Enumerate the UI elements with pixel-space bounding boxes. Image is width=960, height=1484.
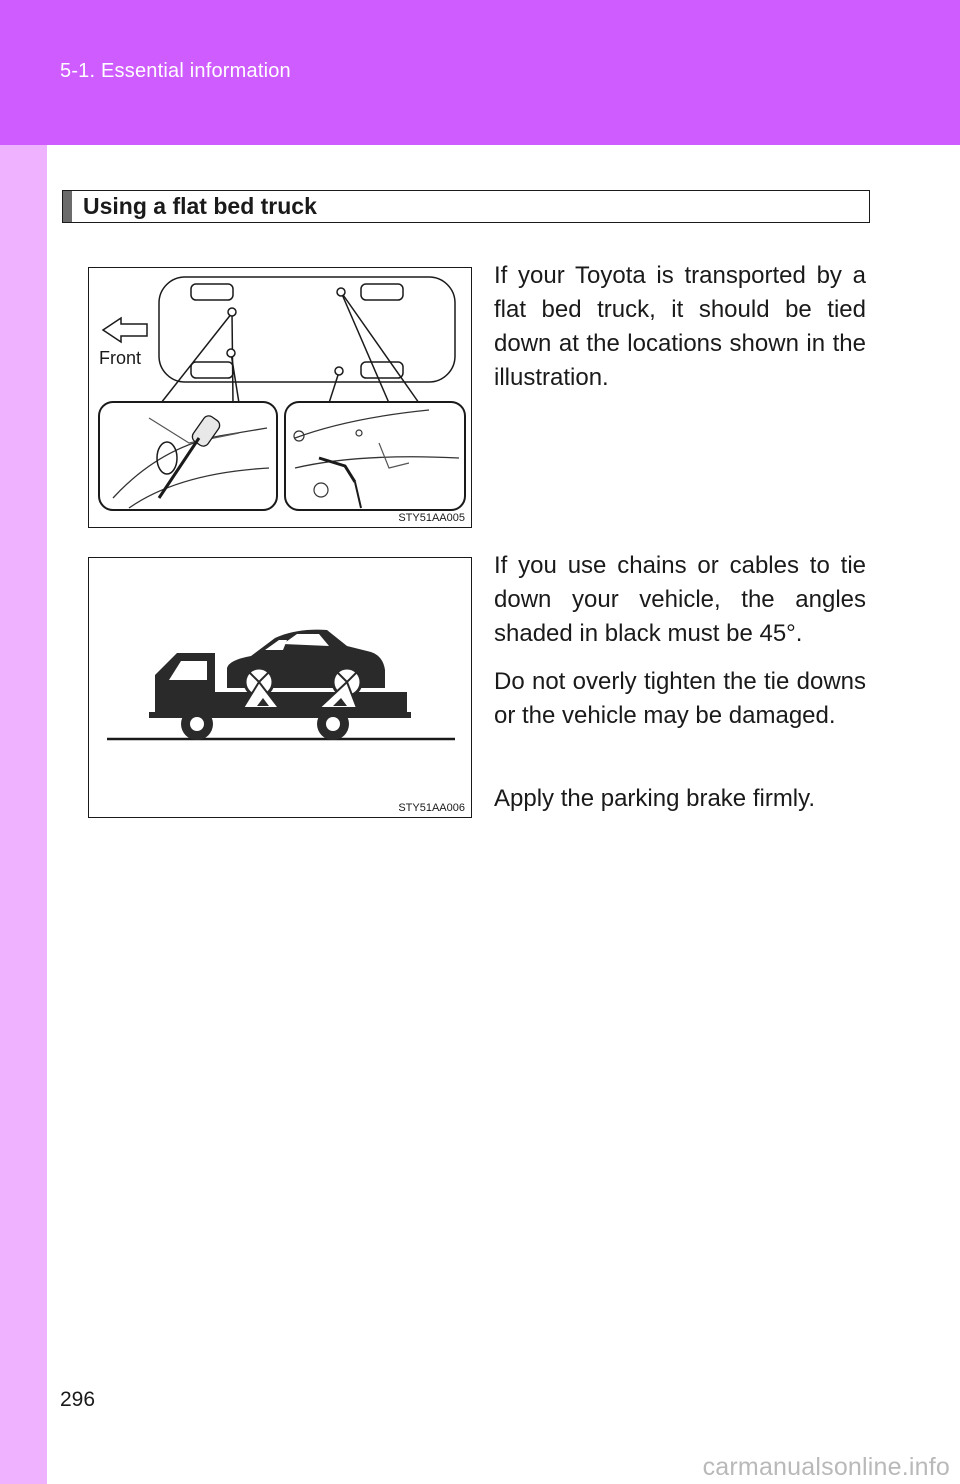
side-margin-band [0,145,47,1484]
page-number: 296 [60,1388,96,1411]
paragraph-parking-brake: Apply the parking brake firmly. [494,785,816,812]
flat-bed-truck-figure [88,557,472,818]
paragraph-tightening-warning: Do not overly tighten the tie downs or the vehicle may be damaged. [494,668,866,729]
paragraph-transport-instructions: If your Toyota is transported by a flat bed truck, it should be tied down at the locations shown in the illustration. [494,262,866,391]
figure-code: STY51AA006 [398,802,465,814]
figure-code: STY51AA005 [398,512,465,524]
breadcrumb: 5-1. Essential information [60,60,291,82]
flat-bed-truck-illustration [89,558,473,819]
tie-down-locations-figure [88,267,472,528]
tie-down-locations-illustration [89,268,473,529]
section-heading [62,190,870,223]
section-heading-marker [63,191,72,222]
section-title: Using a flat bed truck [83,193,317,219]
paragraph-chain-angles: If you use chains or cables to tie down your vehicle, the angles shaded in black must be 45°. [494,552,866,647]
watermark: carmanualsonline.info [702,1453,950,1481]
front-label: Front [99,348,142,368]
